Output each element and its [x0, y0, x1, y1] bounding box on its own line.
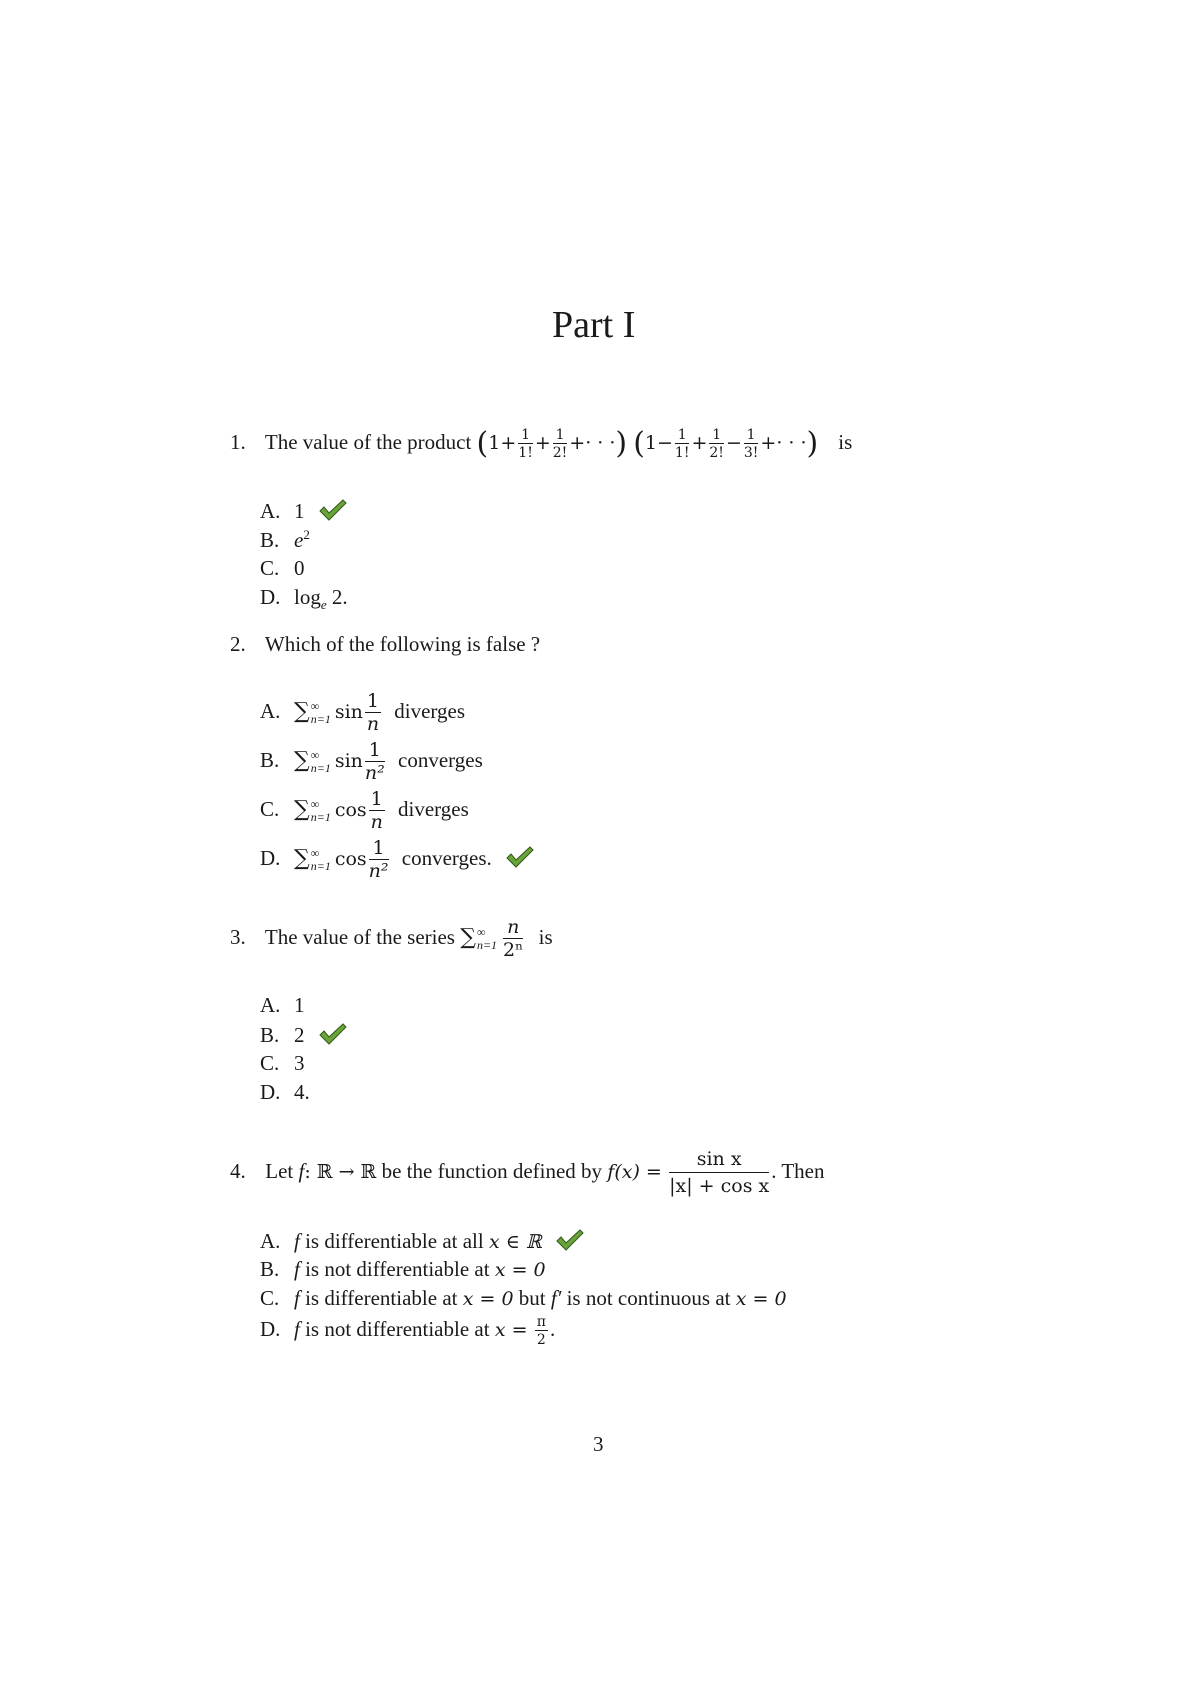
option-4b: B. f is not differentiable at x = 0: [260, 1257, 546, 1281]
question-number: 4.: [230, 1158, 246, 1183]
question-number: 1.: [230, 430, 246, 454]
option-3a: A. 1: [260, 993, 305, 1017]
option-4d: D. f is not differentiable at x = $\frac{\pi}{2}$ .: [260, 1314, 556, 1348]
option-4c: C. f is differentiable at x = 0 but f′ is not continuous at x = 0: [260, 1286, 787, 1310]
option-3d: D. 4.: [260, 1080, 310, 1104]
product-expression: (1+ $\frac{1}{1!}$ + $\frac{1}{2!}$ +· · ·) (1− $\frac{1}{1!}$ + $\frac{1}{2!}$ − $\frac{1}{3!}$ +· · ·): [476, 426, 819, 461]
option-3b: B. 2: [260, 1022, 348, 1052]
option-4a: A. f is differentiable at all x ∈ ℝ: [260, 1228, 585, 1258]
checkmark-icon: [318, 1022, 348, 1052]
option-1c: C. 0: [260, 556, 305, 580]
question-4: 4. Let f: ℝ → ℝ be the function defined by f(x) = $\frac{\text{sin x}}{\text{|x| + cos x}}$ . Then: [230, 1148, 825, 1197]
checkmark-icon: [505, 845, 535, 875]
question-text-end: is: [838, 430, 853, 454]
option-2a: A. ∑ ∞ n=1 sin $\frac{1}{n}$ diverges: [260, 690, 466, 735]
question-1: [230, 428, 852, 460]
page-number: 3: [593, 1432, 604, 1456]
option-2b: B. ∑ ∞ n=1 sin $\frac{1}{\text{n²}}$ converges: [260, 739, 483, 784]
question-text: Which of the following is false ?: [264, 632, 541, 656]
question-text: The value of the series: [264, 924, 455, 949]
question-text: The value of the product: [264, 430, 472, 454]
checkmark-icon: [555, 1228, 585, 1258]
page-title: Part I: [552, 304, 636, 346]
option-1d: D. $\log_e 2$.: [260, 585, 348, 613]
option-3c: C. 3: [260, 1051, 305, 1075]
option-2c: C. ∑ ∞ n=1 cos $\frac{1}{n}$ diverges: [260, 788, 469, 833]
question-2: [230, 632, 540, 657]
option-1b: B. $e^2$: [260, 527, 310, 552]
question-number: 2.: [230, 632, 246, 656]
question-3: 3. The value of the series ∑ ∞ n=1 $\frac{n}{\text{2ⁿ}}$ is: [230, 916, 553, 961]
question-number: 3.: [230, 924, 246, 949]
option-2d: D. ∑ ∞ n=1 cos $\frac{1}{\text{n²}}$ converges.: [260, 839, 535, 881]
option-1a: A. 1: [260, 498, 348, 528]
checkmark-icon: [318, 498, 348, 528]
